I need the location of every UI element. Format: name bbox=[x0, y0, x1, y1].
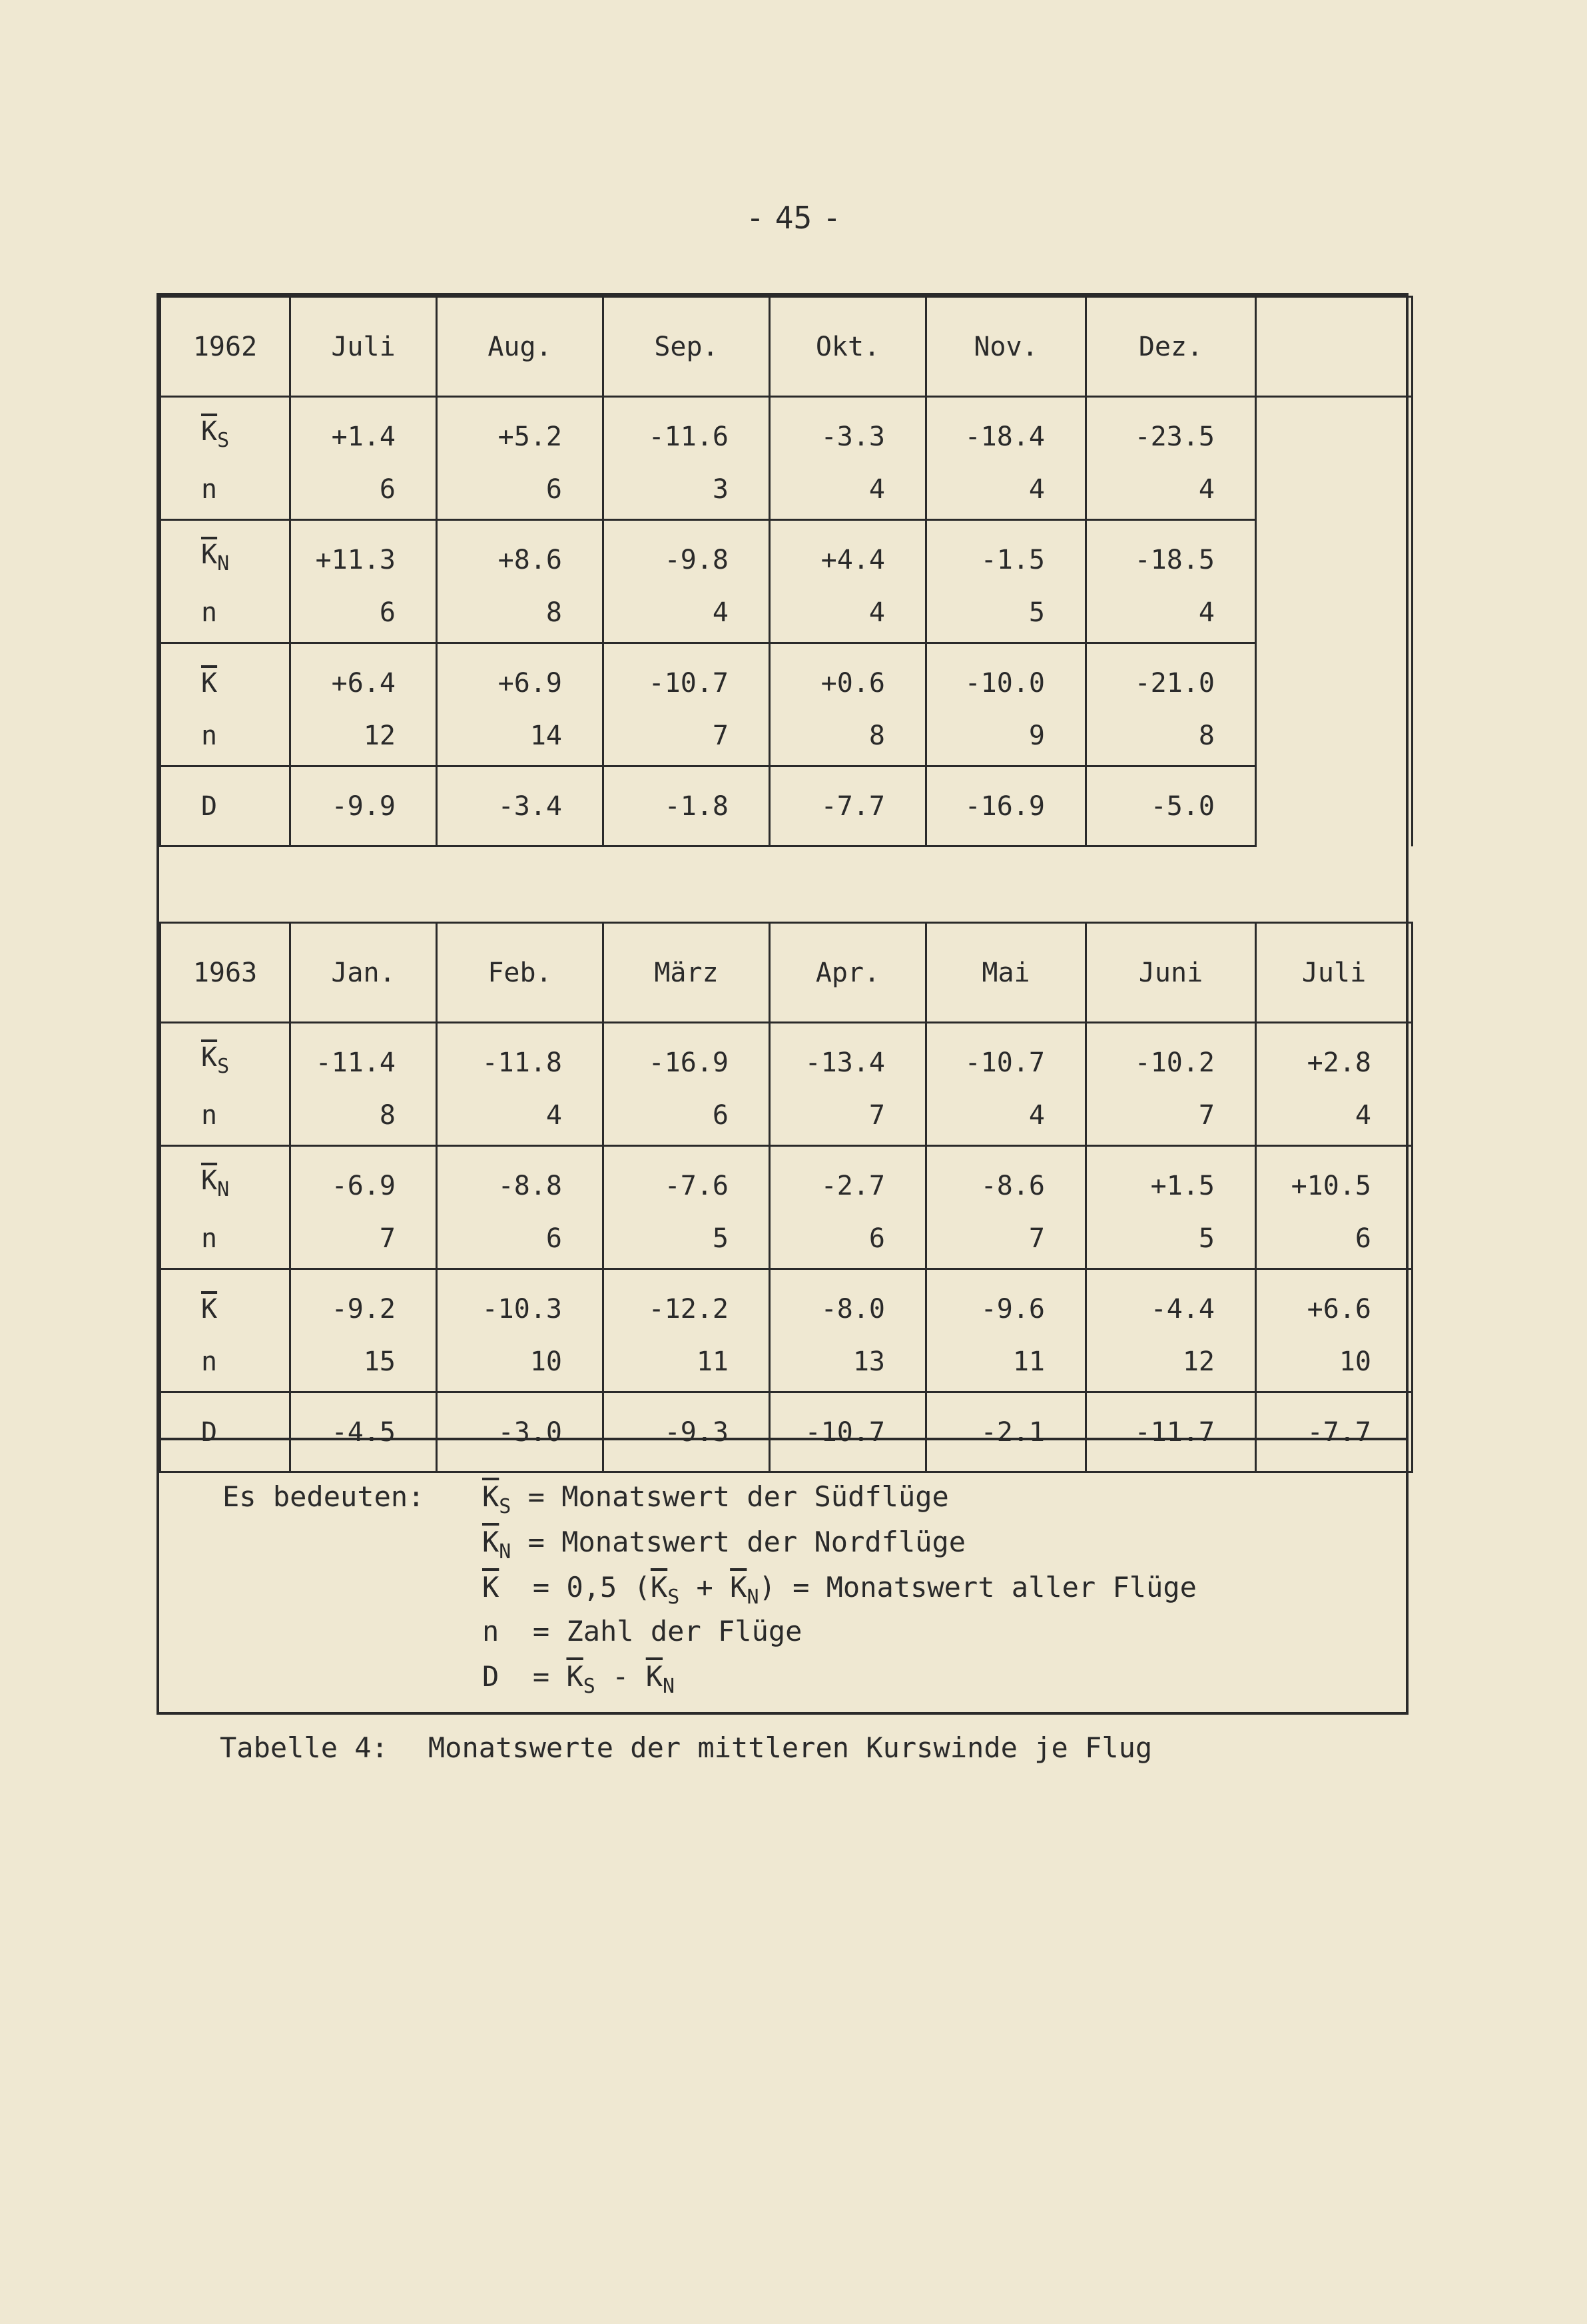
count-cell: 10 bbox=[437, 1332, 603, 1392]
k-n-row bbox=[160, 707, 1413, 766]
value-cell: -11.8 bbox=[437, 1023, 603, 1086]
n-label: n bbox=[160, 583, 290, 643]
k-label: $\overline{K}$ bbox=[160, 1269, 290, 1332]
legend-kn: $\overline{K}_N$ = Monatswert der Nordflüge bbox=[482, 1526, 966, 1564]
value-cell: -3.4 bbox=[437, 766, 603, 846]
count-cell: 4 bbox=[926, 1086, 1086, 1146]
count-cell: 7 bbox=[290, 1209, 437, 1269]
n-label: n bbox=[160, 707, 290, 766]
count-cell: 12 bbox=[1086, 1332, 1256, 1392]
table-1963 bbox=[159, 922, 1413, 1473]
value-cell: +5.2 bbox=[437, 397, 603, 460]
count-cell: 6 bbox=[290, 583, 437, 643]
value-cell: -9.6 bbox=[926, 1269, 1086, 1332]
n-label: n bbox=[160, 1086, 290, 1146]
value-cell: +1.5 bbox=[1086, 1146, 1256, 1209]
table-1962 bbox=[159, 296, 1413, 847]
value-cell: +2.8 bbox=[1256, 1023, 1413, 1086]
value-cell: -10.3 bbox=[437, 1269, 603, 1332]
count-cell: 7 bbox=[926, 1209, 1086, 1269]
value-cell: -8.8 bbox=[437, 1146, 603, 1209]
value-cell: -7.7 bbox=[1256, 1392, 1413, 1472]
value-cell: -4.4 bbox=[1086, 1269, 1256, 1332]
count-cell: 5 bbox=[926, 583, 1086, 643]
month-header: Feb. bbox=[437, 923, 603, 1023]
value-cell: +6.6 bbox=[1256, 1269, 1413, 1332]
value-cell: -2.7 bbox=[770, 1146, 926, 1209]
value-cell: -3.0 bbox=[437, 1392, 603, 1472]
count-cell: 6 bbox=[770, 1209, 926, 1269]
value-cell: -1.5 bbox=[926, 520, 1086, 583]
count-cell: 7 bbox=[603, 707, 770, 766]
ks-label: $\overline{K}_S$ bbox=[160, 1023, 290, 1086]
value-cell: -9.2 bbox=[290, 1269, 437, 1332]
month-header: März bbox=[603, 923, 770, 1023]
legend bbox=[159, 1438, 1406, 1720]
value-cell: -7.7 bbox=[770, 766, 926, 846]
count-cell: 3 bbox=[603, 460, 770, 520]
value-cell: -16.9 bbox=[603, 1023, 770, 1086]
count-cell: 6 bbox=[1256, 1209, 1413, 1269]
value-cell: -9.8 bbox=[603, 520, 770, 583]
value-cell: -18.5 bbox=[1086, 520, 1256, 583]
d-label: D bbox=[160, 1392, 290, 1472]
value-cell: +6.9 bbox=[437, 643, 603, 707]
month-header: Juni bbox=[1086, 923, 1256, 1023]
ks-label: $\overline{K}_S$ bbox=[160, 397, 290, 460]
d-label: D bbox=[160, 766, 290, 846]
value-cell: -11.4 bbox=[290, 1023, 437, 1086]
value-cell: -16.9 bbox=[926, 766, 1086, 846]
count-cell: 12 bbox=[290, 707, 437, 766]
value-cell: -1.8 bbox=[603, 766, 770, 846]
header-row-1963 bbox=[160, 923, 1413, 1023]
value-cell: -3.3 bbox=[770, 397, 926, 460]
month-header: Nov. bbox=[926, 297, 1086, 397]
page-number: - 45 - bbox=[746, 200, 841, 236]
k-label: $\overline{K}$ bbox=[160, 643, 290, 707]
count-cell: 8 bbox=[770, 707, 926, 766]
value-cell: -4.5 bbox=[290, 1392, 437, 1472]
wind-table bbox=[157, 293, 1409, 1715]
n-label: n bbox=[160, 1209, 290, 1269]
count-cell: 6 bbox=[437, 460, 603, 520]
value-cell: -18.4 bbox=[926, 397, 1086, 460]
count-cell: 4 bbox=[1086, 583, 1256, 643]
year-cell: 1963 bbox=[160, 923, 290, 1023]
value-cell: -9.9 bbox=[290, 766, 437, 846]
value-cell: -10.7 bbox=[770, 1392, 926, 1472]
count-cell: 10 bbox=[1256, 1332, 1413, 1392]
ks-row bbox=[160, 397, 1413, 460]
legend-ks: $\overline{K}_S$ = Monatswert der Südflüge bbox=[482, 1480, 949, 1518]
value-cell: -12.2 bbox=[603, 1269, 770, 1332]
count-cell: 4 bbox=[603, 583, 770, 643]
legend-intro: Es bedeuten: bbox=[222, 1480, 425, 1513]
value-cell: -8.0 bbox=[770, 1269, 926, 1332]
month-header: Apr. bbox=[770, 923, 926, 1023]
year-cell: 1962 bbox=[160, 297, 290, 397]
value-cell: -10.0 bbox=[926, 643, 1086, 707]
caption-text: Monatswerte der mittleren Kurswinde je Flug bbox=[428, 1731, 1153, 1764]
count-cell: 15 bbox=[290, 1332, 437, 1392]
month-header: Jan. bbox=[290, 923, 437, 1023]
count-cell: 5 bbox=[1086, 1209, 1256, 1269]
value-cell: -6.9 bbox=[290, 1146, 437, 1209]
k-n-row bbox=[160, 1332, 1413, 1392]
d-row bbox=[160, 766, 1413, 846]
value-cell: +10.5 bbox=[1256, 1146, 1413, 1209]
count-cell: 7 bbox=[1086, 1086, 1256, 1146]
value-cell: -10.2 bbox=[1086, 1023, 1256, 1086]
count-cell: 8 bbox=[437, 583, 603, 643]
value-cell: -11.6 bbox=[603, 397, 770, 460]
month-header: Aug. bbox=[437, 297, 603, 397]
count-cell: 6 bbox=[290, 460, 437, 520]
value-cell: -2.1 bbox=[926, 1392, 1086, 1472]
value-cell: +11.3 bbox=[290, 520, 437, 583]
empty-column bbox=[1256, 397, 1413, 846]
count-cell: 6 bbox=[603, 1086, 770, 1146]
table-caption bbox=[220, 1731, 1152, 1764]
count-cell: 6 bbox=[437, 1209, 603, 1269]
count-cell: 7 bbox=[770, 1086, 926, 1146]
month-header: Dez. bbox=[1086, 297, 1256, 397]
legend-k: $\overline{K} = 0,5$ $(\overline{K}_S + \overline{K}_N)$ = Monatswert aller Flüge bbox=[482, 1571, 1197, 1609]
value-cell: -13.4 bbox=[770, 1023, 926, 1086]
value-cell: -5.0 bbox=[1086, 766, 1256, 846]
caption-label: Tabelle 4: bbox=[220, 1731, 388, 1764]
count-cell: 8 bbox=[290, 1086, 437, 1146]
value-cell: +6.4 bbox=[290, 643, 437, 707]
count-cell: 14 bbox=[437, 707, 603, 766]
month-header: Sep. bbox=[603, 297, 770, 397]
legend-n: n = Zahl der Flüge bbox=[482, 1615, 802, 1647]
n-label: n bbox=[160, 1332, 290, 1392]
count-cell: 9 bbox=[926, 707, 1086, 766]
value-cell: +8.6 bbox=[437, 520, 603, 583]
count-cell: 4 bbox=[437, 1086, 603, 1146]
kn-n-row bbox=[160, 583, 1413, 643]
value-cell: -21.0 bbox=[1086, 643, 1256, 707]
count-cell: 8 bbox=[1086, 707, 1256, 766]
k-row bbox=[160, 643, 1413, 707]
ks-n-row bbox=[160, 460, 1413, 520]
count-cell: 4 bbox=[1086, 460, 1256, 520]
kn-row bbox=[160, 520, 1413, 583]
empty-header bbox=[1256, 297, 1413, 397]
value-cell: +0.6 bbox=[770, 643, 926, 707]
count-cell: 13 bbox=[770, 1332, 926, 1392]
k-row bbox=[160, 1269, 1413, 1332]
month-header: Mai bbox=[926, 923, 1086, 1023]
kn-label: $\overline{K}_N$ bbox=[160, 520, 290, 583]
value-cell: +1.4 bbox=[290, 397, 437, 460]
value-cell: -9.3 bbox=[603, 1392, 770, 1472]
count-cell: 4 bbox=[926, 460, 1086, 520]
month-header: Juli bbox=[290, 297, 437, 397]
ks-n-row bbox=[160, 1086, 1413, 1146]
kn-row bbox=[160, 1146, 1413, 1209]
value-cell: -7.6 bbox=[603, 1146, 770, 1209]
value-cell: -10.7 bbox=[926, 1023, 1086, 1086]
value-cell: -10.7 bbox=[603, 643, 770, 707]
header-row-1962 bbox=[160, 297, 1413, 397]
month-header: Juli bbox=[1256, 923, 1413, 1023]
value-cell: -23.5 bbox=[1086, 397, 1256, 460]
count-cell: 11 bbox=[603, 1332, 770, 1392]
count-cell: 11 bbox=[926, 1332, 1086, 1392]
value-cell: -11.7 bbox=[1086, 1392, 1256, 1472]
value-cell: -8.6 bbox=[926, 1146, 1086, 1209]
ks-row bbox=[160, 1023, 1413, 1086]
n-label: n bbox=[160, 460, 290, 520]
count-cell: 4 bbox=[770, 460, 926, 520]
count-cell: 5 bbox=[603, 1209, 770, 1269]
kn-label: $\overline{K}_N$ bbox=[160, 1146, 290, 1209]
kn-n-row bbox=[160, 1209, 1413, 1269]
count-cell: 4 bbox=[1256, 1086, 1413, 1146]
count-cell: 4 bbox=[770, 583, 926, 643]
legend-d: $D = \overline{K}_S - \overline{K}_N$ bbox=[482, 1660, 675, 1698]
month-header: Okt. bbox=[770, 297, 926, 397]
value-cell: +4.4 bbox=[770, 520, 926, 583]
